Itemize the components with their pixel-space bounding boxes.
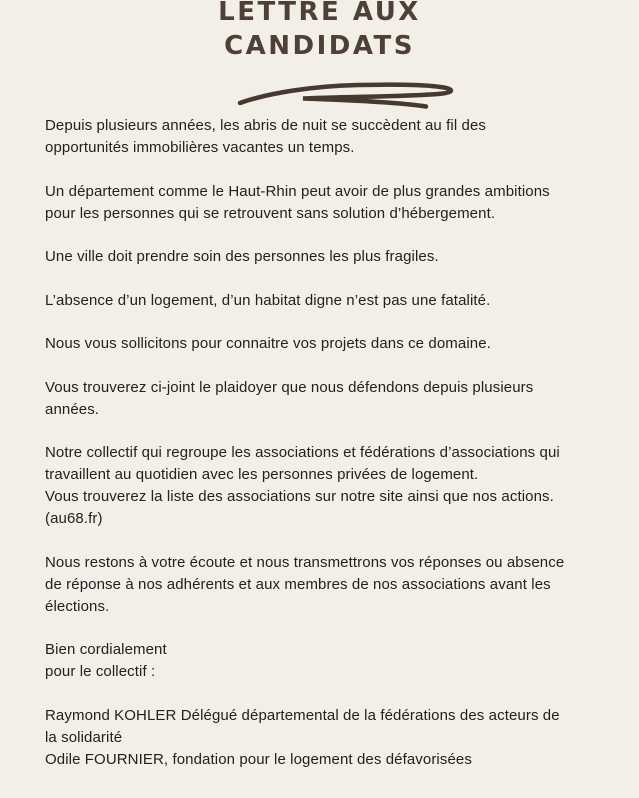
letter-title-line2: CANDIDATS <box>224 31 415 61</box>
paragraph-line: Vous trouverez la liste des associations sur notre site ainsi que nos actions. <box>45 488 554 505</box>
signature-line: Odile FOURNIER, fondation pour le logement des défavorisées <box>45 750 472 768</box>
paragraph-line: Nous restons à votre écoute et nous transmettrons vos réponses ou absence <box>45 553 565 571</box>
paragraph-line: (au68.fr) <box>45 510 103 527</box>
paragraph-line: Vous trouverez ci-joint le plaidoyer que nous défendons depuis plusieurs <box>45 378 534 396</box>
signature-line: Raymond KOHLER Délégué départemental de la fédérations des acteurs de <box>45 706 560 724</box>
paragraph-line: pour les personnes qui se retrouvent sans solution d’hébergement. <box>45 204 496 222</box>
paragraph-line: Notre collectif qui regroupe les associations et fédérations d’associations qui <box>45 444 560 461</box>
paragraph-line: pour le collectif : <box>45 663 156 680</box>
paragraph-line: années. <box>45 400 100 418</box>
letter-paragraph <box>45 333 605 355</box>
paragraph-line: de réponse à nos adhérents et aux membres de nos associations avant les <box>45 575 551 593</box>
underline-flourish-icon <box>233 81 458 111</box>
paragraph-line: travaillent au quotidien avec les personnes privées de logement. <box>45 466 479 483</box>
letter-body <box>45 115 605 792</box>
signature-line: la solidarité <box>45 728 123 746</box>
paragraph-line: Un département comme le Haut-Rhin peut avoir de plus grandes ambitions <box>45 182 550 200</box>
letter-title <box>0 0 639 63</box>
letter-paragraph <box>45 377 605 421</box>
paragraph-line: opportunités immobilières vacantes un temps. <box>45 139 355 156</box>
paragraph-line: Nous vous sollicitons pour connaitre vos projets dans ce domaine. <box>45 335 491 352</box>
paragraph-line: élections. <box>45 597 110 615</box>
paragraph-line: Bien cordialement <box>45 641 167 658</box>
letter-paragraph <box>45 442 605 530</box>
letter-paragraph <box>45 290 605 312</box>
letter-title-line1: LETTRE AUX <box>218 0 421 27</box>
letter-paragraph <box>45 246 605 268</box>
paragraph-line: L’absence d’un logement, d’un habitat digne n’est pas une fatalité. <box>45 291 491 309</box>
letter-paragraph <box>45 181 605 225</box>
letter-closing <box>45 639 605 683</box>
paragraph-line: Une ville doit prendre soin des personnes les plus fragiles. <box>45 248 439 265</box>
letter-paragraph <box>45 115 605 159</box>
paragraph-line: Depuis plusieurs années, les abris de nuit se succèdent au fil des <box>45 117 487 134</box>
letter-signatures <box>45 705 605 771</box>
letter-paragraph <box>45 552 605 618</box>
